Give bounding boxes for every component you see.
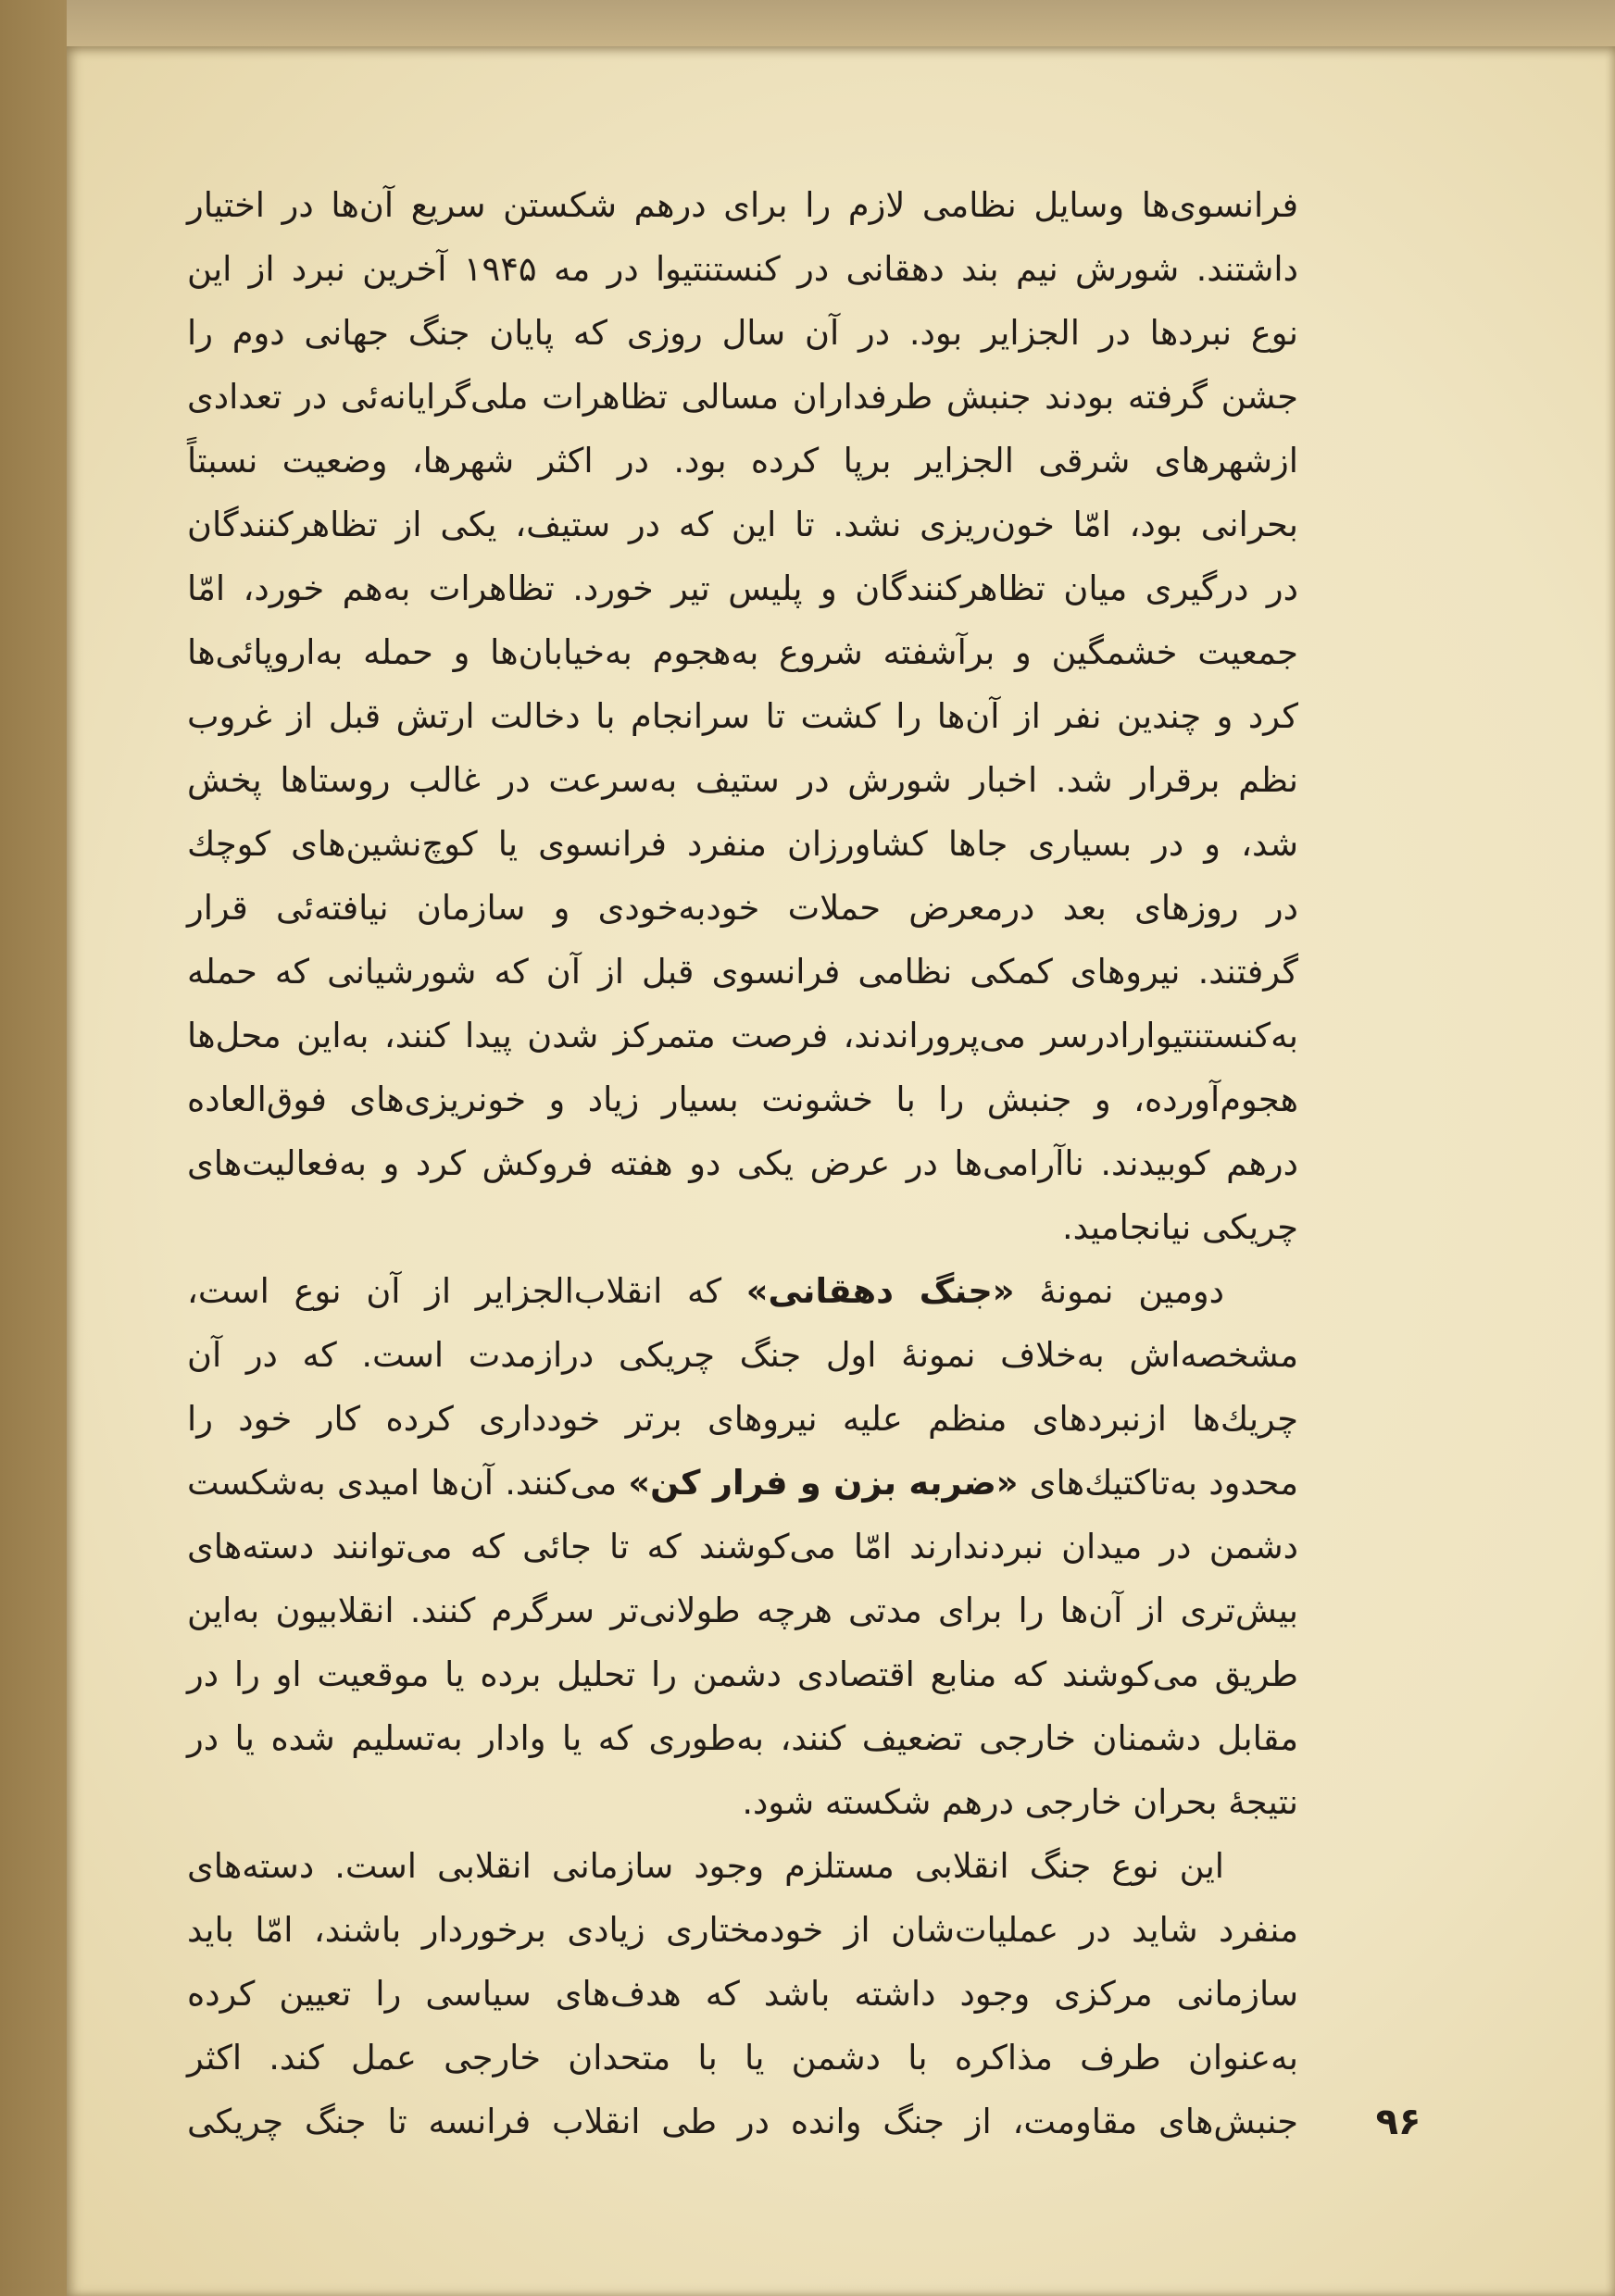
- text-line: درهم کوبیدند. ناآرامی‌ها در عرض یکی دو هفته فروکش کرد و به‌فعالیت‌های: [187, 1143, 1298, 1183]
- text-segment: محدود به‌تاکتیك‌های: [1018, 1463, 1298, 1503]
- text-line: این نوع جنگ انقلابی مستلزم وجود سازمانی انقلابی است. دسته‌های: [187, 1846, 1224, 1886]
- text-line: بیش‌تری از آن‌ها را برای مدتی هرچه طولانی‌تر سرگرم کنند. انقلابیون به‌این: [187, 1591, 1298, 1630]
- text-line: نوع نبردها در الجزایر بود. در آن سال روزی که پایان جنگ جهانی دوم را: [187, 313, 1298, 353]
- page-number: ۹۶: [1375, 2101, 1421, 2143]
- text-line: سازمانی مرکزی وجود داشته باشد که هدف‌های سیاسی را تعیین کرده: [187, 1974, 1298, 2014]
- text-segment: دومین نمونهٔ: [1014, 1271, 1224, 1311]
- text-line: طریق می‌کوشند که منابع اقتصادی دشمن را تحلیل برده یا موقعیت او را در: [187, 1654, 1298, 1694]
- text-line: در درگیری میان تظاهرکنندگان و پلیس تیر خورد. تظاهرات به‌هم خورد، امّا: [187, 568, 1298, 608]
- text-line: مشخصه‌اش به‌خلاف نمونهٔ اول جنگ چریکی درازمدت است. که در آن: [187, 1335, 1298, 1375]
- paragraph-1: [187, 173, 1298, 1259]
- text-line: منفرد شاید در عملیات‌شان از خودمختاری زیادی برخوردار باشند، امّا باید: [187, 1910, 1298, 1950]
- text-line: نظم برقرار شد. اخبار شورش در ستیف به‌سرعت در غالب روستاها پخش: [187, 760, 1298, 800]
- text-line: جشن گرفته بودند جنبش طرفداران مسالی تظاهرات ملی‌گرایانه‌ئی در تعدادی: [187, 377, 1298, 417]
- text-line: بحرانی بود، امّا خون‌ریزی نشد. تا این که در ستیف، یکی از تظاهرکنندگان: [187, 505, 1298, 544]
- text-line: دشمن در میدان نبردندارند امّا می‌کوشند که تا جائی که می‌توانند دسته‌های: [187, 1527, 1298, 1566]
- text-line: در روزهای بعد درمعرض حملات خودبه‌خودی و سازمان نیافته‌ئی قرار: [187, 888, 1298, 928]
- text-segment: که انقلاب‌الجزایر از آن نوع است،: [187, 1271, 746, 1311]
- text-line: جمعیت خشمگین و برآشفته شروع به‌هجوم به‌خیابان‌ها و حمله به‌اروپائی‌ها: [187, 632, 1298, 672]
- text-line: چریك‌ها ازنبردهای منظم علیه نیروهای برتر خودداری کرده کار خود را: [187, 1399, 1298, 1439]
- text-line: نتیجهٔ بحران خارجی درهم شکسته شود.: [742, 1782, 1298, 1822]
- text-line: به‌کنستنتیوارادرسر می‌پروراندند، فرصت متمرکز شدن پیدا کنند، به‌این محل‌ها: [187, 1016, 1298, 1055]
- text-line: شد، و در بسیاری جاها کشاورزان منفرد فرانسوی یا کوچ‌نشین‌های کوچك: [187, 824, 1298, 864]
- scan-background-left: [0, 0, 67, 2296]
- scan-background-top: [0, 0, 1615, 46]
- emphasized-phrase: «جنگ دهقانی»: [745, 1271, 1015, 1311]
- text-line: [187, 1451, 1298, 1515]
- text-line: مقابل دشمنان خارجی تضعیف کنند، به‌طوری که یا وادار به‌تسلیم شده یا در: [187, 1718, 1298, 1758]
- main-text: [187, 173, 1298, 2153]
- text-line: هجوم‌آورده، و جنبش را با خشونت بسیار زیاد و خونریزی‌های فوق‌العاده: [187, 1079, 1298, 1119]
- text-line: گرفتند. نیروهای کمکی نظامی فرانسوی قبل از آن که شورشیانی که حمله: [187, 952, 1298, 992]
- emphasized-phrase: «ضربه بزن و فرار کن»: [628, 1463, 1019, 1503]
- text-line: جنبش‌های مقاومت، از جنگ وانده در طی انقلاب فرانسه تا جنگ چریکی: [187, 2102, 1298, 2141]
- text-segment: می‌کنند. آن‌ها امیدی به‌شکست: [187, 1463, 629, 1503]
- text-line: فرانسوی‌ها وسایل نظامی لازم را برای درهم شکستن سریع آن‌ها در اختیار: [187, 185, 1298, 225]
- text-line: [187, 1259, 1298, 1323]
- text-line: به‌عنوان طرف مذاکره با دشمن یا با متحدان خارجی عمل کند. اکثر: [187, 2038, 1298, 2078]
- paragraph-3: [187, 1834, 1298, 2153]
- text-line: داشتند. شورش نیم بند دهقانی در کنستنتیوا در مه ۱۹۴۵ آخرین نبرد از این: [187, 249, 1298, 289]
- paragraph-2: [187, 1259, 1298, 1834]
- text-line: ازشهرهای شرقی الجزایر برپا کرده بود. در اکثر شهرها، وضعیت نسبتاً: [187, 441, 1298, 480]
- text-line: چریکی نیانجامید.: [1061, 1207, 1298, 1247]
- text-line: کرد و چندین نفر از آن‌ها را کشت تا سرانجام با دخالت ارتش قبل از غروب: [187, 696, 1298, 736]
